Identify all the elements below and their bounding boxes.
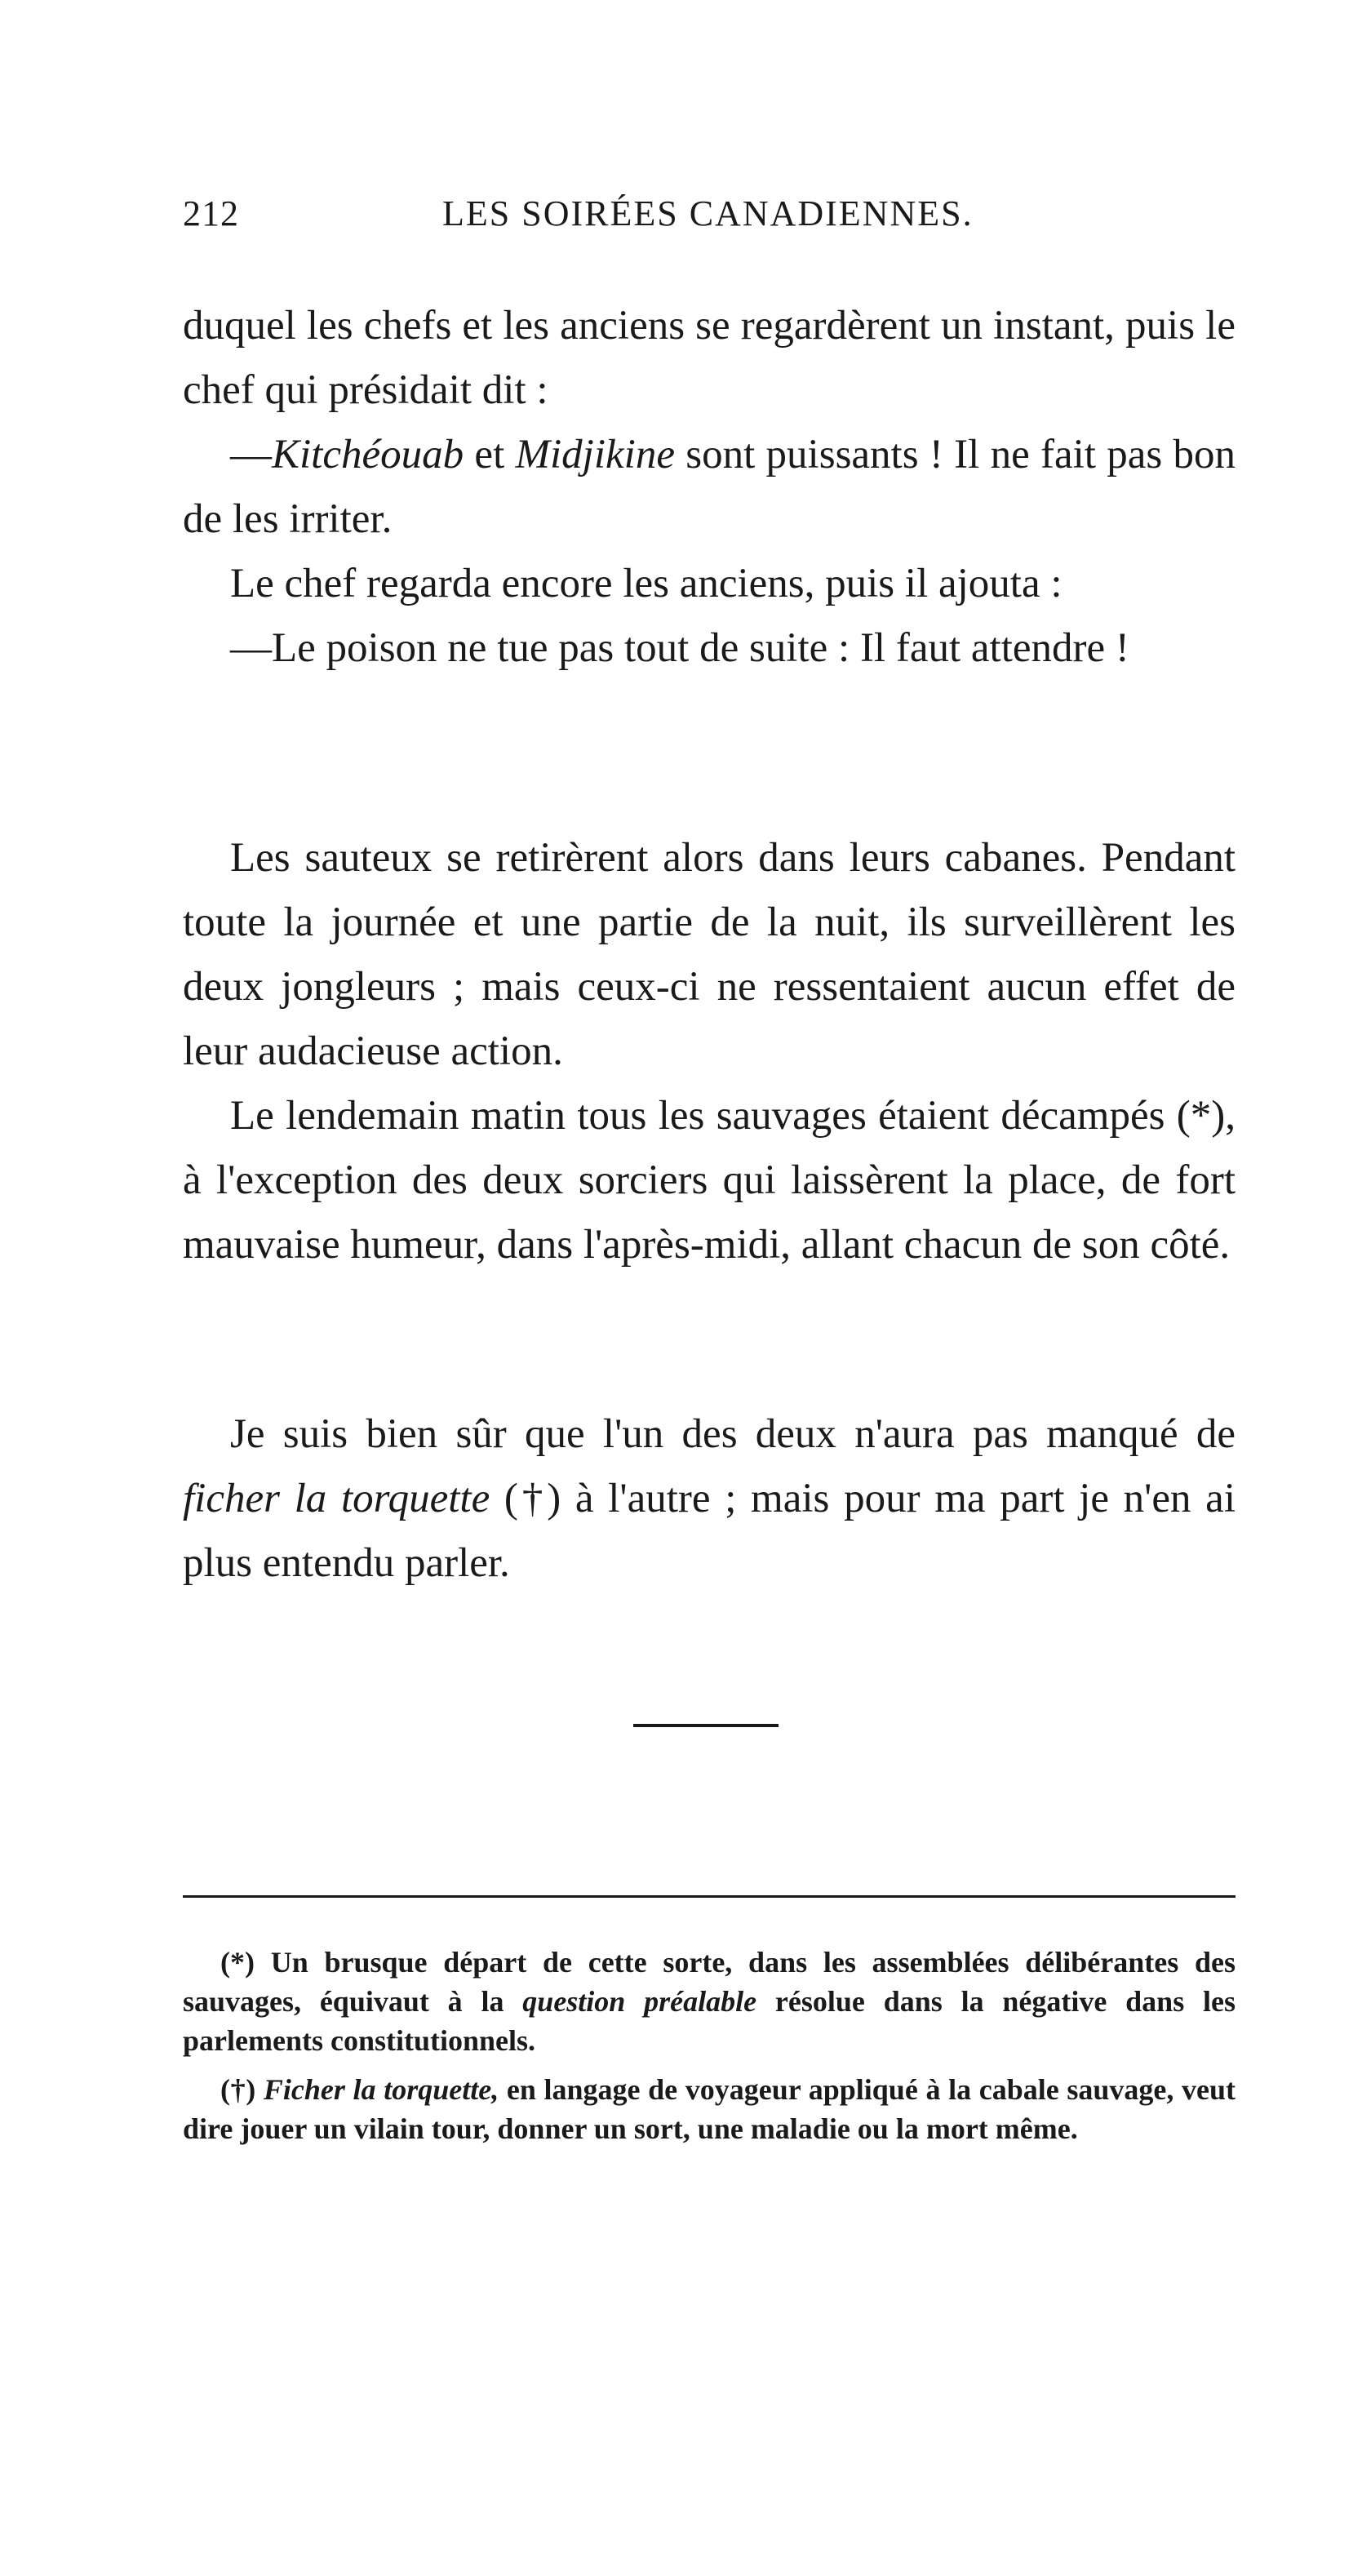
footnote-1-end: résolue dans la négative dans les parlements constitutionnels. xyxy=(183,1985,1236,2057)
footnote-2-start: (†) xyxy=(220,2073,264,2106)
text-block-dialogue xyxy=(183,294,1236,681)
paragraph-sauteux: Les sauteux se retirèrent alors dans leurs cabanes. Pendant toute la journée et une partie de la nuit, ils surveillèrent les deux jongleurs ; mais ceux-ci ne ressentaient aucun effet de leur audacieuse action. xyxy=(183,835,1236,1074)
name-midjikine: Midjikine xyxy=(515,432,675,477)
page-number: 212 xyxy=(183,193,239,233)
footnote-2-end: en langage de voyageur appliqué à la cabale sauvage, veut dire jouer un vilain tour, donner un sort, une maladie ou la mort même. xyxy=(183,2073,1236,2145)
footnote-2-italic: Ficher la torquette, xyxy=(263,2073,499,2106)
footnote-asterisk xyxy=(183,1943,1236,2060)
conjunction: et xyxy=(464,432,516,477)
paragraph-lendemain: Le lendemain matin tous les sauvages étaient décampés (*), à l'exception des deux sorciers qui laissèrent la place, de fort mauvaise humeur, dans l'après-midi, allant chacun de son côté. xyxy=(183,1093,1236,1268)
footnotes xyxy=(183,1943,1236,2158)
paragraph-continuation: duquel les chefs et les anciens se regardèrent un instant, puis le chef qui présidait dit : xyxy=(183,303,1236,413)
text-block-narrative xyxy=(183,826,1236,1277)
footnote-dagger xyxy=(183,2070,1236,2148)
paragraph-chief-speech-2: —Le poison ne tue pas tout de suite : Il faut attendre ! xyxy=(230,625,1129,671)
name-kitcheouab: Kitchéouab xyxy=(272,432,464,477)
paragraph-conclusion xyxy=(183,1402,1236,1596)
running-head xyxy=(183,193,1244,242)
footnote-1-italic: question préalable xyxy=(522,1985,757,2018)
section-end-rule xyxy=(633,1724,779,1727)
running-title: LES SOIRÉES CANADIENNES. xyxy=(442,193,974,233)
conclusion-start: Je suis bien sûr que l'un des deux n'aura pas manqué de xyxy=(230,1411,1236,1457)
speech-rest: sont puissants ! Il ne fait pas bon de les irriter. xyxy=(183,432,1236,542)
paragraph-chief-speech-1 xyxy=(183,423,1236,552)
phrase-ficher-la-torquette: ficher la torquette xyxy=(183,1476,490,1521)
paragraph-chief-looks: Le chef regarda encore les anciens, puis il ajouta : xyxy=(230,561,1063,606)
text-block-conclusion xyxy=(183,1402,1236,1596)
footnote-separator xyxy=(183,1895,1236,1898)
conclusion-end: (†) à l'autre ; mais pour ma part je n'en ai plus entendu parler. xyxy=(183,1476,1236,1586)
dash: — xyxy=(230,432,272,477)
footnote-1-start: (*) Un brusque départ de cette sorte, dans les assemblées délibérantes des sauvages, équivaut à la xyxy=(183,1946,1236,2018)
